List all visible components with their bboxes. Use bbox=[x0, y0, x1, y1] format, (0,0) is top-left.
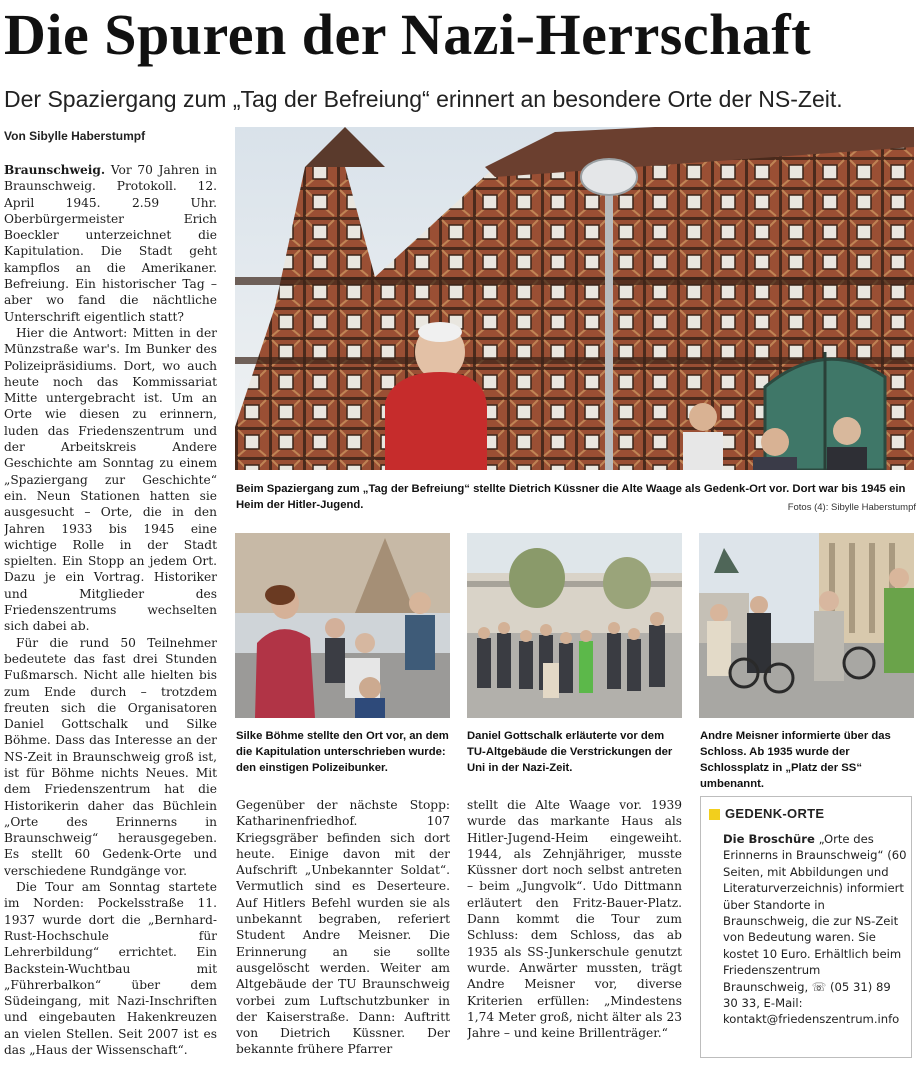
info-box-text: „Orte des Erinnerns in Braunschweig“ (60 Seiten, mit Abbildungen und Literaturverzeichnis) informiert über Standorte in Braunschweig, die zur NS-Zeit von Bedeutung waren. Sie kostet 10 Euro. Erhältlich beim Friedenszentrum Braunschweig, ☏ (05 31) 89 30 33, E-Mail: kontakt@friedenszentrum.info bbox=[723, 832, 907, 1027]
photo-1-caption: Silke Böhme stellte den Ort vor, an dem die Kapitulation unterschrieben wurde: den einstigen Polizeibunker. bbox=[236, 730, 449, 774]
paragraph-1 bbox=[4, 162, 217, 325]
paragraph-1-text: Vor 70 Jahren in Braunschweig. Protokoll. 12. April 1945. 2.59 Uhr. Oberbürgermeister Erich Boeckler unterzeichnet die Kapitulation. Die Stadt geht kampflos an die Amerikaner. Befreiung. Ein historischer Tag – aber wo fand die nächtliche Unterschrift eigentlich statt? bbox=[4, 163, 217, 324]
andre-meisner-illustration bbox=[699, 533, 914, 718]
byline: Von Sibylle Haberstumpf bbox=[4, 129, 146, 143]
main-photo-alte-waage bbox=[235, 127, 914, 470]
paragraph-4: Die Tour am Sonntag startete im Norden: Pockelsstraße 11. 1937 wurde dort die „Bernhard-Rust-Hochschule für Lehrerbildung“ errichtet. Ein Backstein-Wuchtbau mit „Führerbalkon“ über dem Südeingang, mit Nazi-Inschriften und eingebauten Hakenkreuzen an vielen Stellen. Seit 2007 ist es das „Haus der Wissenschaft“. bbox=[4, 880, 217, 1058]
photo-andre-meisner bbox=[699, 533, 914, 718]
article-column-3 bbox=[467, 797, 682, 1062]
silke-boehme-illustration bbox=[235, 533, 450, 718]
dateline-place: Braunschweig. bbox=[4, 163, 106, 177]
paragraph-5: Gegenüber der nächste Stopp: Katharinenfriedhof. 107 Kriegsgräber befinden sich dort heute. Einige davon mit der Aufschrift „Unbekannter Soldat“. Vermutlich sind es Deserteure. Auf Hitlers Befehl wurden sie als unbekannt begraben, referiert Student Andre Meisner. Die Erinnerung an sie sollte ausgelöscht werden. Weiter am Altgebäude der TU Braunschweig vorbei zum Luftschutzbunker in der Kaiserstraße. Dann: Auftritt von Dietrich Küssner. Der bekannte frühere Pfarrer bbox=[236, 798, 450, 1057]
info-box-title: GEDENK-ORTE bbox=[725, 806, 825, 821]
article-column-2 bbox=[236, 797, 450, 1062]
info-box-lead: Die Broschüre bbox=[723, 832, 815, 846]
subheadline: Der Spaziergang zum „Tag der Befreiung“ erinnert an besondere Orte der NS-Zeit. bbox=[4, 86, 843, 112]
photo-3-caption: Andre Meisner informierte über das Schloss. Ab 1935 wurde der Schlossplatz in „Platz der SS“ umbenannt. bbox=[700, 730, 891, 790]
photo-credit: Fotos (4): Sibylle Haberstumpf bbox=[787, 502, 916, 513]
info-box-gedenk-orte bbox=[700, 796, 912, 1058]
daniel-gottschalk-illustration bbox=[467, 533, 682, 718]
headline: Die Spuren der Nazi-Herrschaft bbox=[4, 2, 812, 67]
main-photo-caption: Beim Spaziergang zum „Tag der Befreiung“ stellte Dietrich Küssner die Alte Waage als Gedenk-Ort vor. Dort war bis 1945 ein Heim der Hitler-Jugend. bbox=[236, 483, 906, 511]
paragraph-2: Hier die Antwort: Mitten in der Münzstraße war's. Im Bunker des Polizeipräsidiums. Dort, wo auch heute noch das Kommissariat Mitte untergebracht ist. Um an Orte wie diesen zu erinnern, luden das Friedenszentrum und der Arbeitskreis Andere Geschichte am Sonntag zu einem „Spaziergang zur Geschichte“ ein. Neun Stationen hatten sie ausgesucht – Orte, die in den Jahren 1933 bis 1945 eine wichtige Rolle in der Stadt spielten. Ein Stopp an jedem Ort. Dazu je ein Vortrag. Historiker und Mitglieder des Friedenszentrums wechselten sich dabei ab. bbox=[4, 325, 217, 634]
paragraph-6: stellt die Alte Waage vor. 1939 wurde das markante Haus als Hitler-Jugend-Heim eingeweiht. 1944, als Zehnjähriger, musste Küssner dort noch selbst antreten – beim „Jungvolk“. Udo Dittmann erläutert den Fritz-Bauer-Platz. Dann kommt die Tour zum Schluss: dem Schloss, das ab 1935 als SS-Junkerschule genutzt wurde. Anwärter mussten, trägt Andre Meisner vor, diverse Kriterien erfüllen: „Mindestens 1,74 Meter groß, nicht älter als 23 Jahre – und keine Brillenträger.“ bbox=[467, 798, 682, 1041]
paragraph-3: Für die rund 50 Teilnehmer bedeutete das fast drei Stunden Fußmarsch. Nicht alle hielten bis zum Ende durch – trotzdem freuten sich die Organisatoren Daniel Gottschalk und Silke Böhme. Dass das Interesse an der NS-Zeit in Braunschweig groß ist, ist für Böhme nichts Neues. Mit dem Friedenszentrum hat die Historikerin daher das Büchlein „Orte des Erinnerns in Braunschweig“ herausgegeben. Es stellt 60 Gedenk-Orte und verschiedene Rundgänge vor. bbox=[4, 635, 217, 878]
photo-daniel-gottschalk bbox=[467, 533, 682, 718]
info-box-body bbox=[723, 831, 907, 1028]
alte-waage-illustration bbox=[235, 127, 914, 470]
yellow-square-icon bbox=[709, 809, 720, 820]
article-column-1 bbox=[4, 162, 217, 1062]
info-box-header bbox=[709, 806, 824, 822]
photo-2-caption: Daniel Gottschalk erläuterte vor dem TU-Altgebäude die Verstrickungen der Uni in der Nazi-Zeit. bbox=[467, 730, 673, 774]
photo-silke-boehme bbox=[235, 533, 450, 718]
